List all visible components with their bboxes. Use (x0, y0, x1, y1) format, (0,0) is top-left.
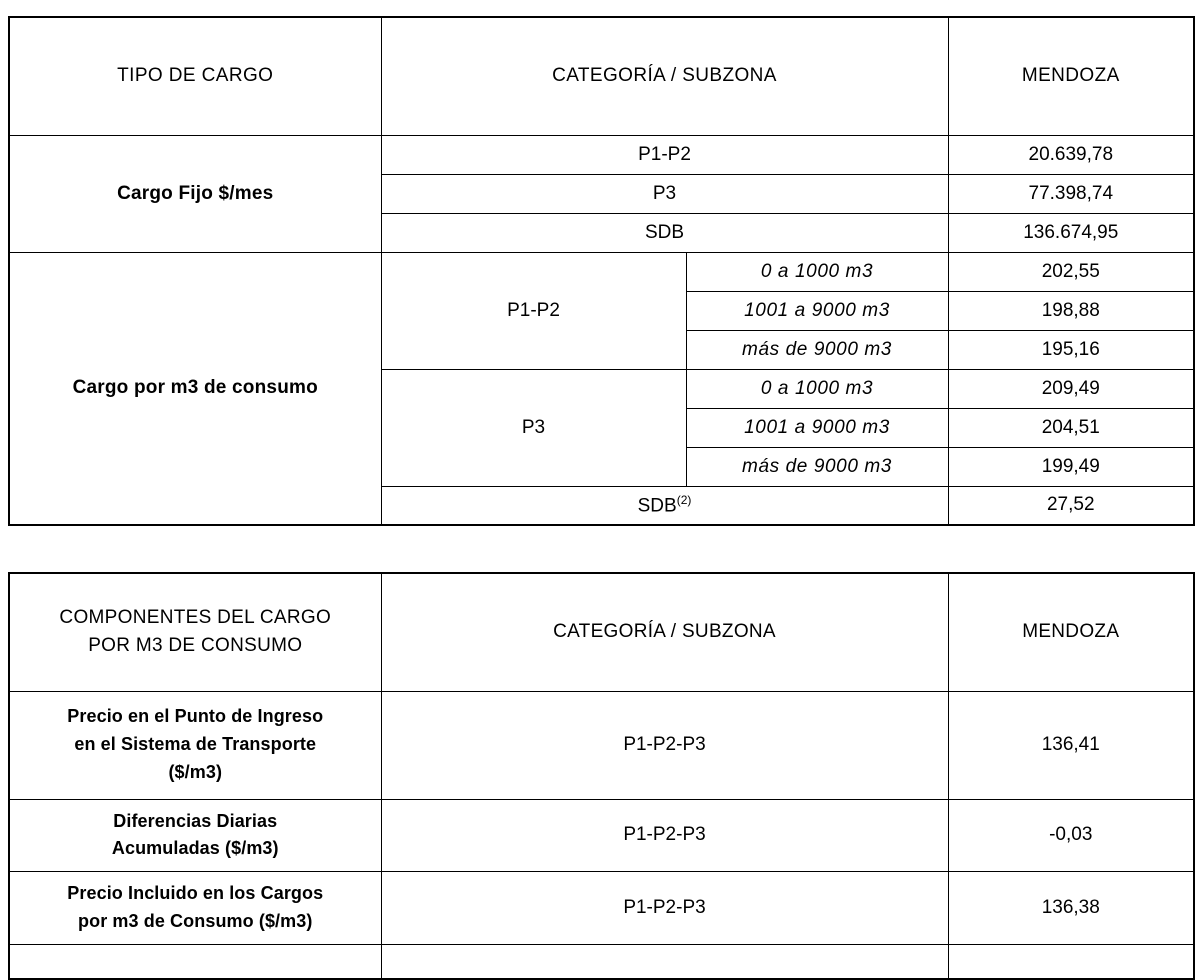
table-row (9, 799, 1194, 872)
range-cell: más de 9000 m3 (686, 447, 948, 486)
table-row (9, 135, 1194, 174)
component-label (9, 945, 381, 979)
table-header-row (9, 17, 1194, 135)
header-line-1: COMPONENTES DEL CARGO (59, 606, 332, 628)
table-row (9, 691, 1194, 799)
value-cell: 199,49 (948, 447, 1194, 486)
value-cell: 27,52 (948, 486, 1194, 525)
component-label-line: Acumuladas ($/m3) (111, 838, 279, 859)
category-cell: P3 (381, 174, 948, 213)
component-label-line: Diferencias Diarias (113, 810, 278, 831)
component-label (9, 691, 381, 799)
category-cell: P1-P2-P3 (381, 799, 948, 872)
component-label-line: Precio en el Punto de Ingreso (67, 706, 324, 727)
range-cell: 0 a 1000 m3 (686, 252, 948, 291)
value-cell: 202,55 (948, 252, 1194, 291)
table-row (9, 252, 1194, 291)
value-cell (948, 945, 1194, 979)
header-mendoza-2: MENDOZA (948, 573, 1194, 691)
component-label-line: Precio Incluido en los Cargos (67, 883, 324, 904)
category-cell: P1-P2-P3 (381, 691, 948, 799)
value-cell: 136,41 (948, 691, 1194, 799)
table-row (9, 872, 1194, 945)
value-cell: 20.639,78 (948, 135, 1194, 174)
header-line-2: POR M3 DE CONSUMO (88, 635, 303, 657)
range-cell: 0 a 1000 m3 (686, 369, 948, 408)
header-componentes (9, 573, 381, 691)
value-cell: 77.398,74 (948, 174, 1194, 213)
row-group-label-cargo-fijo: Cargo Fijo $/mes (9, 135, 381, 252)
category-cell-sdb (381, 486, 948, 525)
row-group-label-cargo-por-m3: Cargo por m3 de consumo (9, 252, 381, 525)
table-row (9, 945, 1194, 979)
header-categoria-subzona-2: CATEGORÍA / SUBZONA (381, 573, 948, 691)
value-cell: -0,03 (948, 799, 1194, 872)
value-cell: 198,88 (948, 291, 1194, 330)
value-cell: 204,51 (948, 408, 1194, 447)
table-header-row (9, 573, 1194, 691)
component-label (9, 872, 381, 945)
component-label-line: por m3 de Consumo ($/m3) (78, 911, 313, 932)
value-cell: 195,16 (948, 330, 1194, 369)
category-cell: P3 (381, 369, 686, 486)
components-table (8, 572, 1195, 980)
category-cell: P1-P2 (381, 135, 948, 174)
footnote-marker: (2) (676, 493, 692, 508)
category-cell: P1-P2 (381, 252, 686, 369)
category-cell: P1-P2-P3 (381, 872, 948, 945)
range-cell: 1001 a 9000 m3 (686, 408, 948, 447)
component-label-line: en el Sistema de Transporte (74, 734, 317, 755)
range-cell: 1001 a 9000 m3 (686, 291, 948, 330)
component-label-line: ($/m3) (168, 761, 223, 782)
range-cell: más de 9000 m3 (686, 330, 948, 369)
header-tipo-de-cargo: TIPO DE CARGO (9, 17, 381, 135)
value-cell: 209,49 (948, 369, 1194, 408)
header-mendoza: MENDOZA (948, 17, 1194, 135)
value-cell: 136,38 (948, 872, 1194, 945)
value-cell: 136.674,95 (948, 213, 1194, 252)
header-categoria-subzona: CATEGORÍA / SUBZONA (381, 17, 948, 135)
tariff-table (8, 16, 1195, 526)
category-cell (381, 945, 948, 979)
component-label (9, 799, 381, 872)
category-label: SDB (637, 495, 677, 517)
category-cell: SDB (381, 213, 948, 252)
